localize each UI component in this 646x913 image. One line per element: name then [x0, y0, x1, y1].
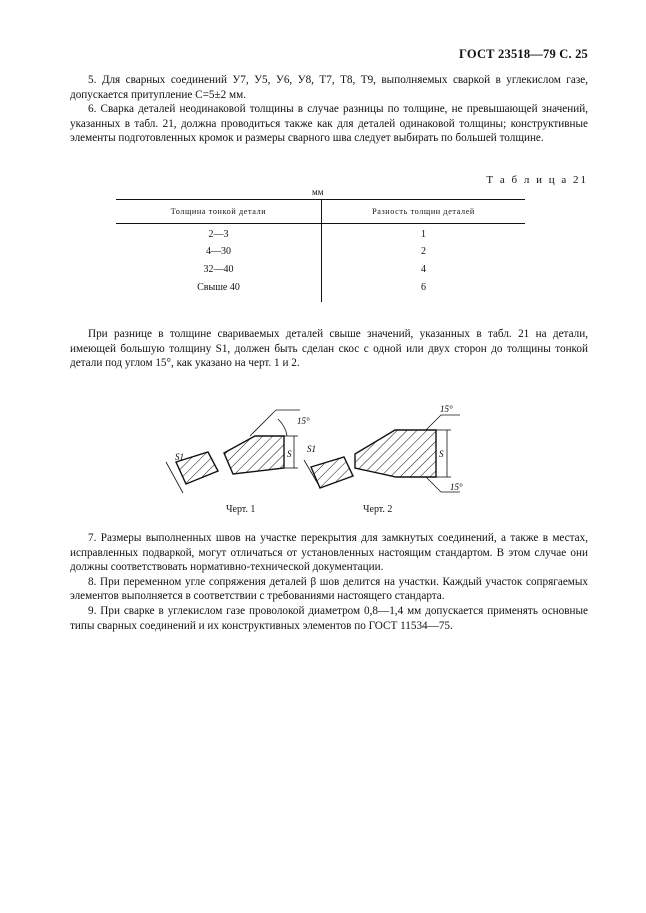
table-cell: 1 — [421, 229, 426, 240]
fig2-label-s: S — [439, 449, 444, 459]
fig2-label-s1: S1 — [307, 444, 316, 454]
table-cell: 4—30 — [206, 246, 231, 257]
paragraph-7: 7. Размеры выполненных швов на участке перекрытия для замкнутых соединений, а также в местах, исправленных подваркой, могут отличаться от установленных настоящим стандартом. В этом случае они должны соответствовать нормативно-технической документации. — [70, 532, 588, 574]
fig1-angle: 15° — [297, 416, 310, 426]
fig1-label-s: S — [287, 449, 292, 459]
table-cell: 2—3 — [208, 229, 229, 240]
paragraphs-top — [70, 73, 588, 146]
figure-1 — [166, 410, 310, 493]
table-caption: Т а б л и ц а 21 — [486, 174, 588, 186]
figure-2-caption: Черт. 2 — [363, 504, 393, 515]
table-cell: 4 — [421, 264, 426, 275]
thick-plate-2 — [355, 430, 436, 477]
thick-plate-1 — [224, 436, 284, 474]
figure-1-caption: Черт. 1 — [226, 504, 256, 515]
paragraphs-bottom — [70, 531, 588, 633]
table-header-diff: Разность толщин деталей — [372, 207, 475, 216]
figure-2 — [304, 404, 463, 492]
paragraph-middle — [70, 327, 588, 371]
weld-diagrams — [150, 400, 490, 510]
table-header-thin: Толщина тонкой детали — [170, 207, 267, 216]
paragraph-6: 6. Сварка деталей неодинаковой толщины в случае разницы по толщине, не превышающей значений, указанных в табл. 21, должна проводиться также как для деталей одинаковой толщины; конструктивные элементы подготовленных кромок и размеры сварного шва следует выбирать по большей толщине. — [70, 103, 588, 145]
fig2-angle-top: 15° — [440, 404, 453, 414]
table-units: мм — [312, 187, 324, 197]
paragraph-9: 9. При сварке в углекислом газе проволокой диаметром 0,8—1,4 мм допускается применять основные типы сварных соединений и их конструктивных элементов по ГОСТ 11534—75. — [70, 604, 588, 632]
table-cell: Свыше 40 — [197, 282, 240, 293]
table-cell: 2 — [421, 246, 426, 257]
table-cell: 32—40 — [203, 264, 234, 275]
fig1-label-s1: S1 — [175, 452, 184, 462]
paragraph-5: 5. Для сварных соединений У7, У5, У6, У8, Т7, Т8, Т9, выполняемых сваркой в углекислом газе, допускается притупление С=5±2 мм. — [70, 74, 588, 101]
page-header: ГОСТ 23518—79 С. 25 — [459, 47, 588, 61]
fig2-angle-bottom: 15° — [450, 482, 463, 492]
paragraph-s1: При разнице в толщине свариваемых деталей свыше значений, указанных в табл. 21 на детали, имеющей большую толщину S1, должен быть сделан скос с одной или двух сторон до толщины тонкой детали под углом 15°, как указано на черт. 1 и 2. — [70, 328, 588, 370]
paragraph-8: 8. При переменном угле сопряжения деталей β шов делится на участки. Каждый участок сопрягаемых элементов выполняется в соответствии с требованиями настоящего стандарта. — [70, 575, 588, 603]
table-cell: 6 — [421, 282, 426, 293]
